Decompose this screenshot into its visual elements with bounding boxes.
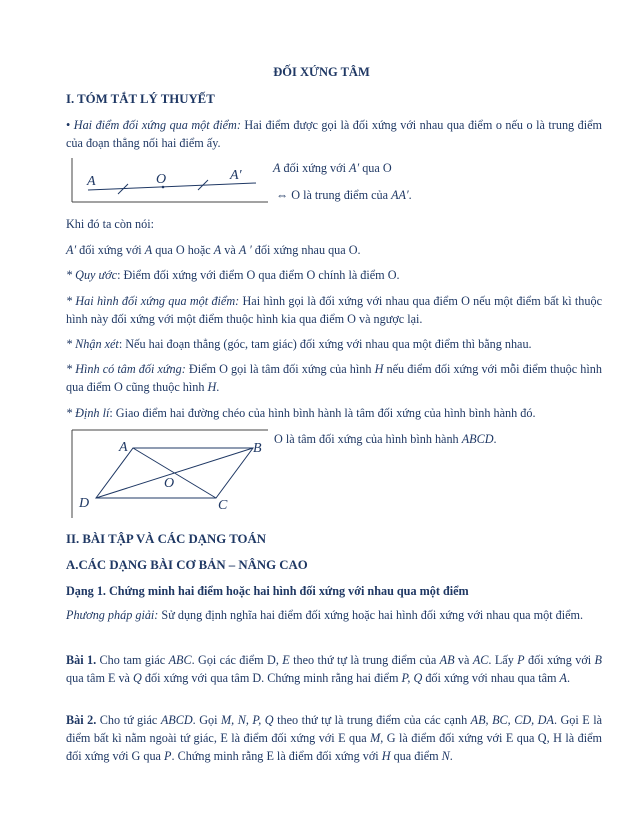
- paragraph-remark: * Nhận xét: Nếu hai đoạn thẳng (góc, tam giác) đối xứng với nhau qua một điểm thì bằng nhau.: [66, 337, 532, 351]
- section-heading-exercises: II. BÀI TẬP VÀ CÁC DẠNG TOÁN: [66, 532, 266, 546]
- label-vertex-c: C: [218, 498, 228, 513]
- paragraph-theorem: * Định lí: Giao điểm hai đường chéo của hình bình hành là tâm đối xứng của hình bình hành đó.: [66, 406, 536, 420]
- label-point-o: O: [156, 172, 167, 187]
- def-two-points: • Hai điểm đối xứng qua một điểm: Hai điểm được gọi là đối xứng với nhau qua điểm o nếu o là trung điểm của đoạn thẳng nối hai điểm ấy.: [66, 118, 602, 150]
- label-vertex-a: A: [119, 440, 128, 455]
- paragraph-convention: * Quy ước: Điểm đối xứng với điểm O qua điểm O chính là điểm O.: [66, 268, 400, 282]
- label-vertex-b: B: [253, 441, 262, 456]
- paragraph-khi-do: Khi đó ta còn nói:: [66, 217, 155, 231]
- figure-parallelogram: [70, 428, 270, 520]
- paragraph-method: Phương pháp giải: Sử dụng định nghĩa hai điểm đối xứng hoặc hai hình đối xứng với nhau qua một điểm.: [66, 608, 584, 622]
- label-point-a: A: [87, 174, 96, 189]
- section-heading-theory: I. TÓM TẮT LÝ THUYẾT: [66, 92, 215, 106]
- paragraph-center-of-symmetry: * Hình có tâm đối xứng: Điểm O gọi là tâm đối xứng của hình H nếu điểm đối xứng với mỗi điểm thuộc hình qua điểm O cũng thuộc hình H.: [66, 362, 602, 394]
- page-title: ĐỐI XỨNG TÂM: [273, 65, 370, 79]
- def-term: Hai điểm đối xứng qua một điểm:: [73, 118, 241, 132]
- label-point-a-prime: A′: [230, 168, 242, 183]
- fig2-caption: O là tâm đối xứng của hình bình hành ABCD.: [274, 432, 497, 446]
- fig1-caption-line2: ⇔ O là trung điểm của AA′.: [276, 188, 412, 202]
- label-center-o: O: [164, 476, 175, 491]
- label-vertex-d: D: [79, 496, 90, 511]
- paragraph-symmetry-statement: A′ đối xứng với A qua O hoặc A và A ′ đối xứng nhau qua O.: [66, 243, 361, 257]
- exercise-1: Bài 1. Cho tam giác ABC. Gọi các điểm D, E theo thứ tự là trung điểm của AB và AC. Lấy P đối xứng với B qua tâm E và Q đối xứng với qua tâm D. Chứng minh rằng hai điểm P, Q đối xứng với nhau qua tâm A.: [66, 653, 602, 685]
- exercise-2: Bài 2. Cho tứ giác ABCD. Gọi M, N, P, Q theo thứ tự là trung điểm của các cạnh AB, BC, CD, DA. Gọi E là điểm bất kì nằm ngoài tứ giác, E là điểm đối xứng với E qua M, G là điểm đối xứng với E qua Q, H là điểm đối xứng với G qua P. Chứng minh rằng E là điểm đối xứng với H qua điểm N.: [66, 713, 603, 763]
- figure-symmetric-points: [70, 156, 270, 204]
- fig1-caption-line1: A đối xứng với A′ qua O: [273, 161, 392, 175]
- type1-heading: Dạng 1. Chứng minh hai điểm hoặc hai hình đối xứng với nhau qua một điểm: [66, 584, 469, 598]
- equivalence-icon: ⇔: [276, 188, 289, 202]
- paragraph-two-figures: * Hai hình đối xứng qua một điểm: Hai hình gọi là đối xứng với nhau qua điểm O nếu một điểm bất kì thuộc hình này đối xứng với một điểm thuộc hình kia qua điểm O và ngược lại.: [66, 294, 603, 326]
- subsection-heading: A.CÁC DẠNG BÀI CƠ BẢN – NÂNG CAO: [66, 558, 308, 572]
